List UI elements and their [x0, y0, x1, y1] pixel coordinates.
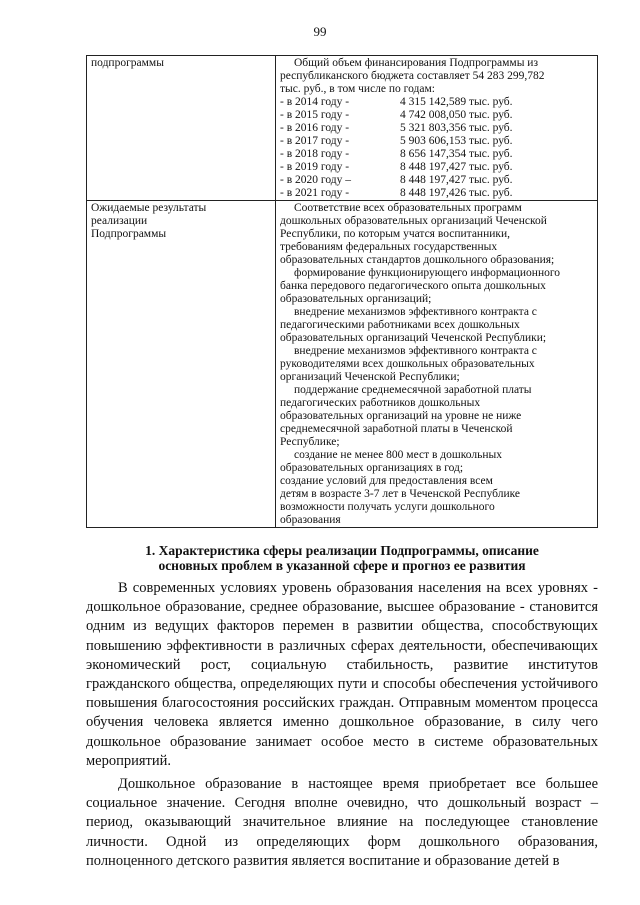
- results-line: образовательных организаций на уровне не ниже: [280, 410, 522, 422]
- funding-row: [87, 56, 598, 201]
- section-heading-line: основных проблем в указанной сфере и прогноз ее развития: [158, 558, 526, 573]
- results-line: возможности получать услуги дошкольного: [280, 501, 495, 513]
- results-line: образования: [280, 514, 341, 526]
- results-line: педагогическими работниками всех дошкольных: [280, 319, 520, 331]
- funding-year-row: [280, 122, 593, 135]
- results-row: [87, 201, 598, 528]
- results-label-line: реализации: [91, 215, 148, 227]
- results-line: образовательных стандартов дошкольного образования;: [280, 254, 555, 266]
- results-line: среднемесячной заработной платы в Чеченской: [280, 423, 513, 435]
- results-line: образовательных организациях в год;: [280, 462, 464, 474]
- year-amount: 8 448 197,426 тыс. руб.: [400, 187, 513, 199]
- paragraph: Дошкольное образование в настоящее время приобретает все большее социальное значение. Сегодня вполне очевидно, что дошкольный возраст – период, оказывающий значительное влияние на последующее становление личности. Одной из определяющих форм дошкольного образования, полноценного детского развития является воспитание и образование детей в: [86, 776, 598, 869]
- year-amount: 5 321 803,356 тыс. руб.: [400, 122, 513, 134]
- results-line: создание не менее 800 мест в дошкольных: [294, 449, 502, 461]
- year-label: - в 2014 году -: [280, 96, 350, 108]
- year-amount: 8 448 197,427 тыс. руб.: [400, 161, 513, 173]
- results-line: Республики, по которым учатся воспитанники,: [280, 228, 510, 240]
- results-line: создание условий для предоставления всем: [280, 475, 493, 487]
- results-line: требованиям федеральных государственных: [280, 241, 498, 253]
- funding-year-row: [280, 109, 593, 122]
- year-label: - в 2018 году -: [280, 148, 350, 160]
- results-label-cell: [87, 201, 276, 528]
- results-line: поддержание среднемесячной заработной платы: [294, 384, 532, 396]
- results-line: формирование функционирующего информационного: [294, 267, 561, 279]
- results-line: руководителями всех дошкольных образовательных: [280, 358, 535, 370]
- subprogram-passport-table: [86, 55, 598, 528]
- funding-label: подпрограммы: [91, 57, 164, 69]
- year-amount: 4 315 142,589 тыс. руб.: [400, 96, 513, 108]
- results-line: внедрение механизмов эффективного контракта с: [294, 345, 537, 357]
- year-label: - в 2016 году -: [280, 122, 350, 134]
- funding-year-row: [280, 174, 593, 187]
- funding-intro-line: Общий объем финансирования Подпрограммы из: [294, 57, 538, 69]
- year-label: - в 2021 году -: [280, 187, 350, 199]
- year-label: - в 2019 году -: [280, 161, 350, 173]
- funding-year-row: [280, 148, 593, 161]
- funding-intro-line: республиканского бюджета составляет 54 283 299,782: [280, 70, 545, 82]
- funding-year-row: [280, 187, 593, 200]
- results-line: банка передового педагогического опыта дошкольных: [280, 280, 546, 292]
- funding-content-cell: [276, 56, 598, 201]
- results-line: Соответствие всех образовательных программ: [294, 202, 522, 214]
- results-line: внедрение механизмов эффективного контракта с: [294, 306, 537, 318]
- section-heading: [86, 543, 598, 573]
- year-amount: 8 656 147,354 тыс. руб.: [400, 148, 513, 160]
- results-line: дошкольных образовательных организаций Чеченской: [280, 215, 547, 227]
- results-content-cell: [276, 201, 598, 528]
- results-line: образовательных организаций;: [280, 293, 432, 305]
- section-heading-line: 1. Характеристика сферы реализации Подпрограммы, описание: [145, 543, 539, 558]
- funding-intro-line: тыс. руб., в том числе по годам:: [280, 83, 435, 95]
- year-label: - в 2020 году –: [280, 174, 351, 186]
- year-label: - в 2017 году -: [280, 135, 350, 147]
- funding-year-row: [280, 161, 593, 174]
- paragraph: В современных условиях уровень образования населения на всех уровнях - дошкольное образование, среднее образование, высшее образование - становится одним из ведущих факторов перемен в развитии общества, способствующих повышению эффективности в различных сферах деятельности, обеспечивающих экономический рост, социальную стабильность, развитие институтов гражданского общества, определяющих пути и способы обеспечения устойчивого повышения благосостояния российских граждан. Отправным моментом процесса обучения человека является именно дошкольное образование, в силу чего дошкольное образование занимает особое место в системе образовательных мероприятий.: [86, 580, 598, 769]
- results-label-line: Подпрограммы: [91, 228, 167, 240]
- year-amount: 8 448 197,427 тыс. руб.: [400, 174, 513, 186]
- results-line: педагогических работников дошкольных: [280, 397, 481, 409]
- results-label-line: Ожидаемые результаты: [91, 202, 207, 214]
- results-line: образовательных организаций Чеченской Республики;: [280, 332, 547, 344]
- page-number: 99: [313, 24, 327, 39]
- year-label: - в 2015 году -: [280, 109, 350, 121]
- year-amount: 5 903 606,153 тыс. руб.: [400, 135, 513, 147]
- funding-year-row: [280, 135, 593, 148]
- funding-label-cell: [87, 56, 276, 201]
- results-line: детям в возрасте 3-7 лет в Чеченской Республике: [280, 488, 521, 500]
- funding-year-row: [280, 96, 593, 109]
- body-text: [86, 579, 598, 871]
- results-line: Республике;: [280, 436, 340, 448]
- year-amount: 4 742 008,050 тыс. руб.: [400, 109, 513, 121]
- results-line: организаций Чеченской Республики;: [280, 371, 460, 383]
